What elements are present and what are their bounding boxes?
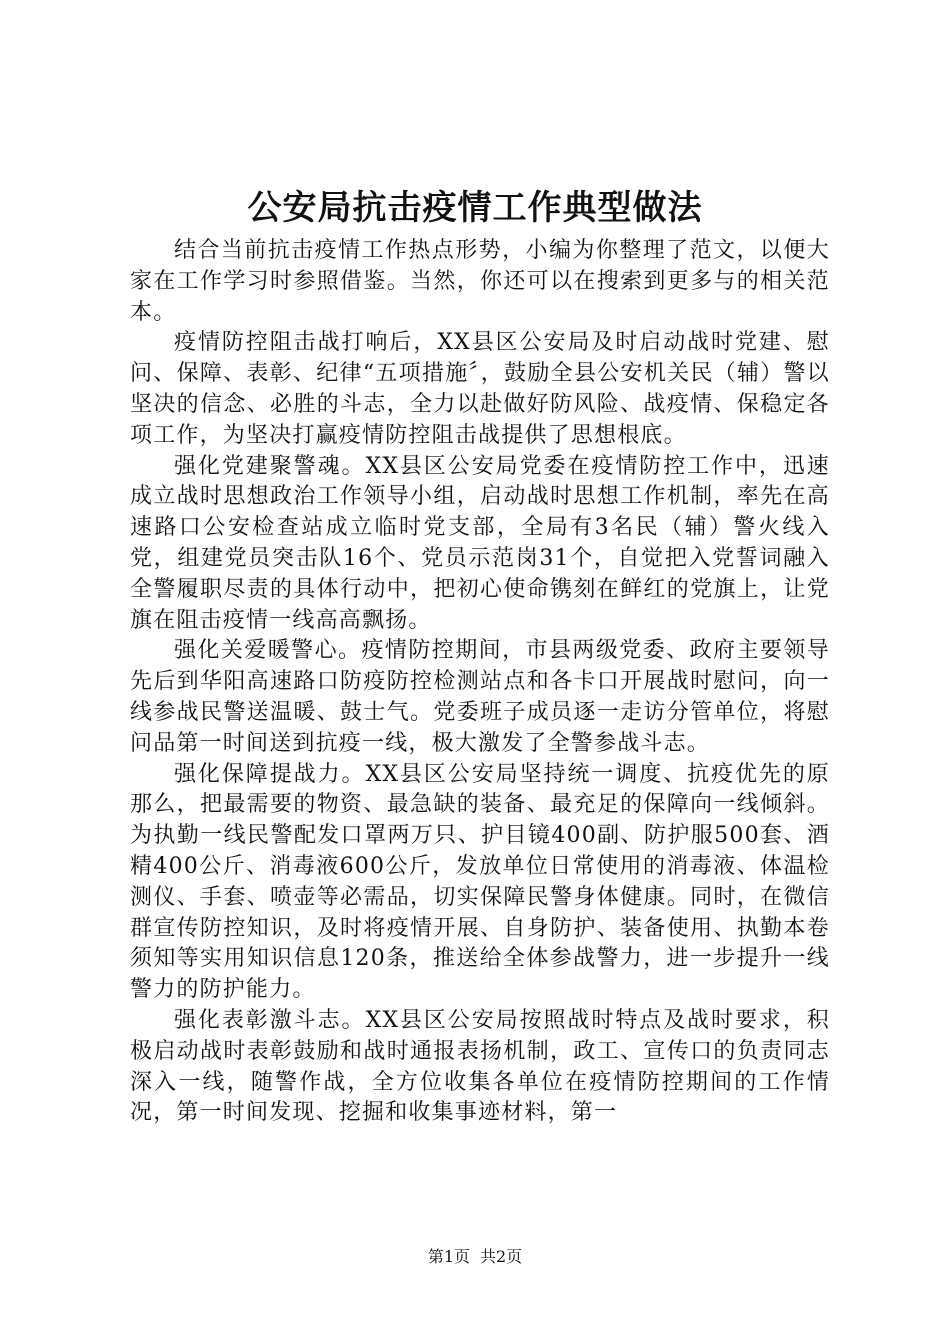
paragraph-commendation: 强化表彰激斗志。XX县区公安局按照战时特点及战时要求，积极启动战时表彰鼓励和战时通报表扬机制，政工、宣传口的负责同志深入一线，随警作战，全方位收集各单位在疫情防控期间的工作情况，第一时间发现、挖掘和收集事迹材料，第一 — [130, 1007, 830, 1126]
page-total: 共2页 — [480, 1247, 523, 1266]
paragraph-intro: 结合当前抗击疫情工作热点形势，小编为你整理了范文，以便大家在工作学习时参照借鉴。当然，你还可以在搜索到更多与的相关范本。 — [130, 238, 830, 325]
paragraph-overview: 疫情防控阻击战打响后，XX县区公安局及时启动战时党建、慰问、保障、表彰、纪律“五项措施〞，鼓励全县公安机关民（辅）警以坚决的信念、必胜的斗志，全力以赴做好防风险、战疫情、保稳定各项工作，为坚决打赢疫情防控阻击战提供了思想根底。 — [130, 330, 830, 448]
page-number: 第1页 — [427, 1247, 470, 1266]
page-footer — [0, 1246, 950, 1268]
document-title: 公安局抗击疫情工作典型做法 — [247, 188, 703, 228]
document-body — [130, 236, 830, 1129]
paragraph-support: 强化保障提战力。XX县区公安局坚持统一调度、抗疫优先的原那么，把最需要的物资、最急缺的装备、最充足的保障向一线倾斜。为执勤一线民警配发口罩两万只、护目镜400副、防护服500套、酒精400公斤、消毒液600公斤，发放单位日常使用的消毒液、体温检测仪、手套、喷壶等必需品，切实保障民警身体健康。同时，在微信群宣传防控知识，及时将疫情开展、自身防护、装备使用、执勤本卷须知等实用知识信息120条，推送给全体参战警力，进一步提升一线警力的防护能力。 — [130, 761, 830, 1003]
paragraph-care: 强化关爱暖警心。疫情防控期间，市县两级党委、政府主要领导先后到华阳高速路口防疫防控检测站点和各卡口开展战时慰问，向一线参战民警送温暖、鼓士气。党委班子成员逐一走访分管单位，将慰问品第一时间送到抗疫一线，极大激发了全警参战斗志。 — [130, 638, 830, 756]
paragraph-party-building: 强化党建聚警魂。XX县区公安局党委在疫情防控工作中，迅速成立战时思想政治工作领导小组，启动战时思想工作机制，率先在高速路口公安检查站成立临时党支部，全局有3名民（辅）警火线入党，组建党员突击队16个、党员示范岗31个，自觉把入党誓词融入全警履职尽责的具体行动中，把初心使命镌刻在鲜红的党旗上，让党旗在阻击疫情一线高高飘扬。 — [130, 453, 830, 633]
